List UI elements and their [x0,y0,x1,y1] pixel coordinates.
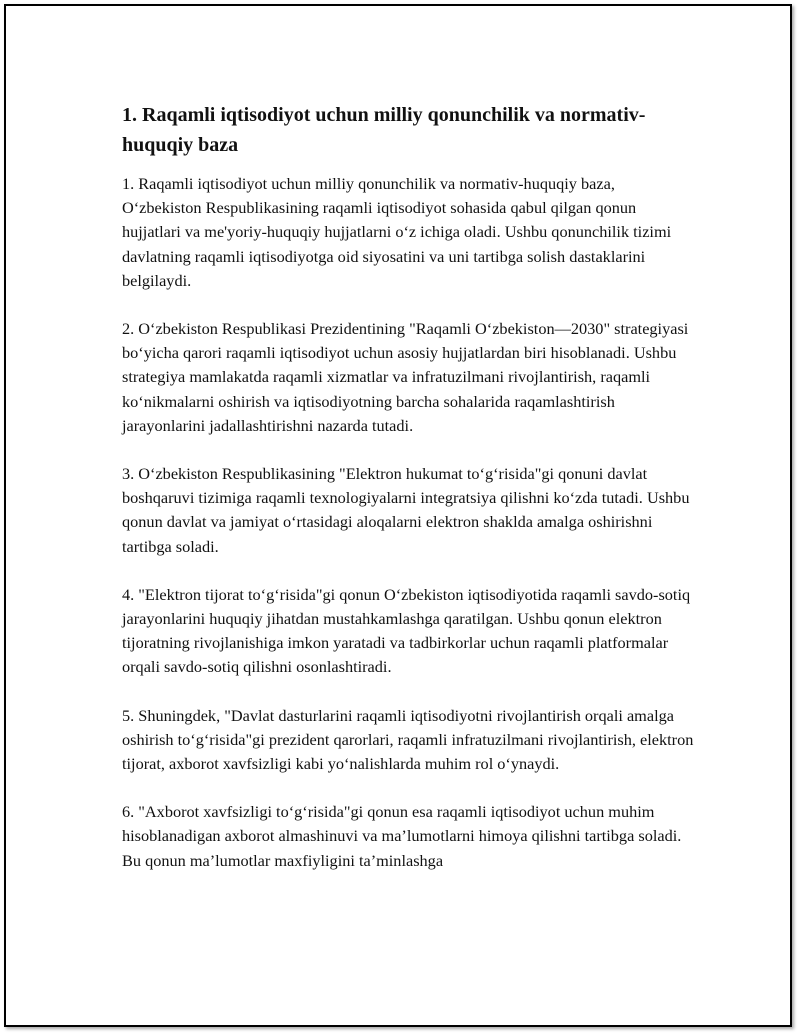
paragraph-1: 1. Raqamli iqtisodiyot uchun milliy qonunchilik va normativ-huquqiy baza, O‘zbekiston Respublikasining raqamli iqtisodiyot sohasida qabul qilgan qonun hujjatlari va me'yoriy-huquqiy hujjatlarni o‘z ichiga oladi. Ushbu qonunchilik tizimi davlatning raqamli iqtisodiyotga oid siyosatini va uni tartibga solish dastaklarini belgilaydi. [122,174,672,290]
paragraph-4: 4. "Elektron tijorat to‘g‘risida"gi qonun O‘zbekiston iqtisodiyotida raqamli savdo-sotiq jarayonlarini huquqiy jihatdan mustahkamlashga qaratilgan. Ushbu qonun elektron tijoratning rivojlanishiga imkon yaratadi va tadbirkorlar uchun raqamli platformalar orqali savdo-sotiq qilishni osonlashtiradi. [122,584,691,677]
document-title: 1. Raqamli iqtisodiyot uchun milliy qonunchilik va normativ-huquqiy baza [122,104,646,156]
paragraph-6: 6. "Axborot xavfsizligi to‘g‘risida"gi qonun esa raqamli iqtisodiyot uchun muhim hisoblanadigan axborot almashinuvi va ma’lumotlarni himoya qilishni tartibga soladi. Bu qonun ma’lumotlar maxfiyligini ta’minlashga [122,802,682,870]
document-page [4,4,792,1027]
paragraph-5: 5. Shuningdek, "Davlat dasturlarini raqamli iqtisodiyotni rivojlantirish orqali amalga oshirish to‘g‘risida"gi prezident qarorlari, raqamli infratuzilmani rivojlantirish, elektron tijorat, axborot xavfsizligi kabi yo‘nalishlarda muhim rol o‘ynaydi. [122,705,694,774]
paragraph-3: 3. O‘zbekiston Respublikasining "Elektron hukumat to‘g‘risida"gi qonuni davlat boshqaruvi tizimiga raqamli texnologiyalarni integratsiya qilishni ko‘zda tutadi. Ushbu qonun davlat va jamiyat o‘rtasidagi aloqalarni elektron shaklda amalga oshirishni tartibga soladi. [122,464,690,556]
document-body [122,100,698,897]
paragraph-2: 2. O‘zbekiston Respublikasi Prezidentining "Raqamli O‘zbekiston—2030" strategiyasi bo‘yicha qarori raqamli iqtisodiyot uchun asosiy hujjatlardan biri hisoblanadi. Ushbu strategiya mamlakatda raqamli xizmatlar va infratuzilmani rivojlantirish, raqamli ko‘nikmalarni oshirish va iqtisodiyotning barcha sohalarida raqamlashtirish jarayonlarini jadallashtirishni nazarda tutadi. [122,319,689,435]
